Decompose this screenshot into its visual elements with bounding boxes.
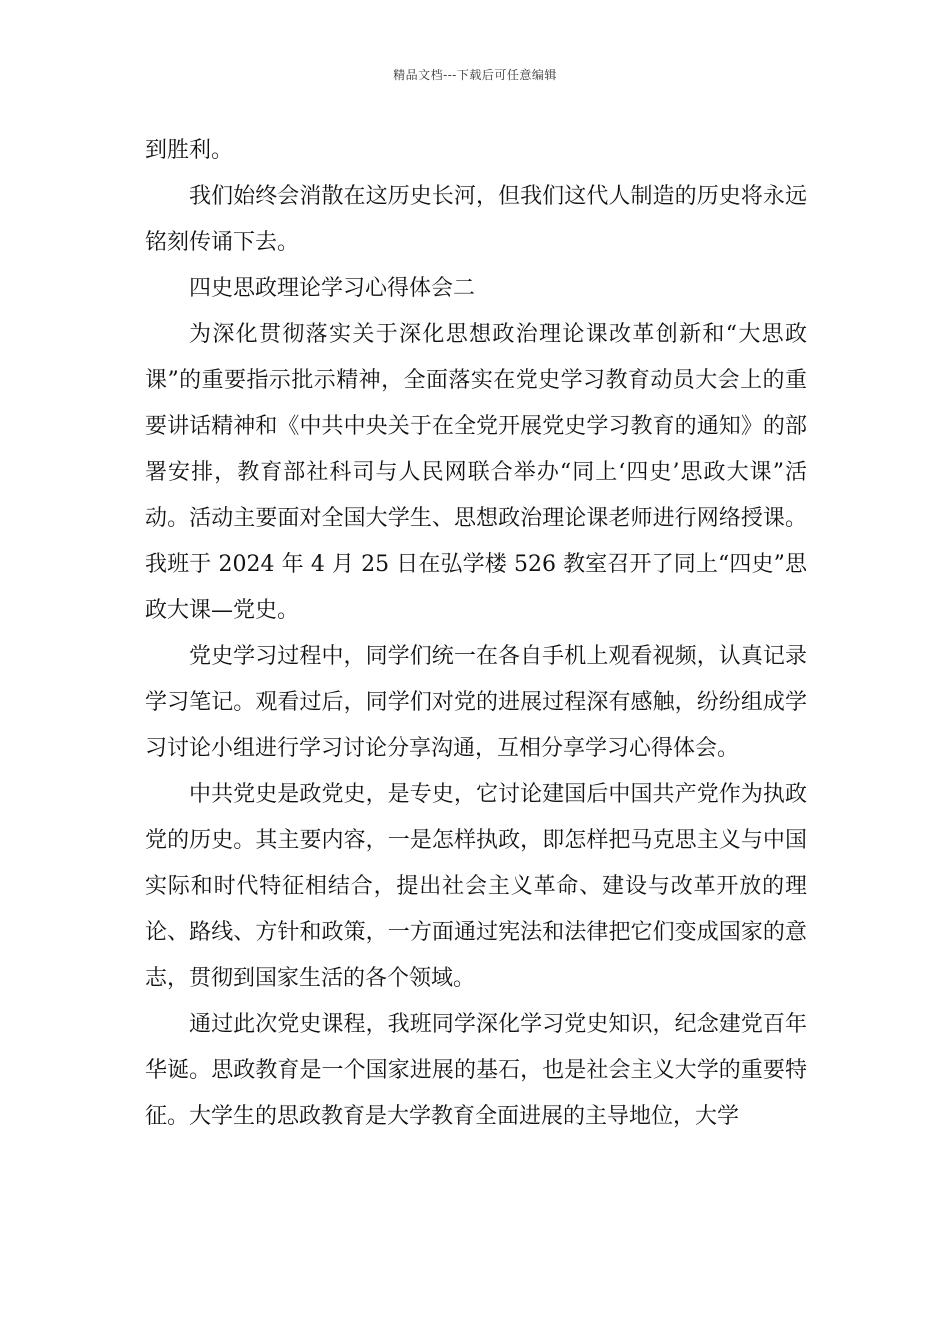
paragraph: 党史学习过程中，同学们统一在各自手机上观看视频，认真记录学习笔记。观看过后，同学们对党的进展过程深有感触，纷纷组成学习讨论小组进行学习讨论分享沟通，互相分享学习心得体会。 — [145, 644, 807, 761]
paragraph: 通过此次党史课程，我班同学深化学习党史知识，纪念建党百年华诞。思政教育是一个国家进展的基石，也是社会主义大学的重要特征。大学生的思政教育是大学教育全面进展的主导地位，大学 — [145, 1012, 807, 1129]
paragraph: 中共党史是政党史，是专史，它讨论建国后中国共产党作为执政党的历史。其主要内容，一是怎样执政，即怎样把马克思主义与中国实际和时代特征相结合，提出社会主义革命、建设与改革开放的理论、路线、方针和政策，一方面通过宪法和法律把它们变成国家的意志，贯彻到国家生活的各个领域。 — [145, 782, 807, 991]
paragraph: 为深化贯彻落实关于深化思想政治理论课改革创新和“大思政课”的重要指示批示精神，全面落实在党史学习教育动员大会上的重要讲话精神和《中共中央关于在全党开展党史学习教育的通知》的部署安排，教育部社科司与人民网联合举办“同上‘四史’思政大课”活动。活动主要面对全国大学生、思想政治理论课老师进行网络授课。我班于 2024 年 4 月 25 日在弘学楼 526 教室召开了同上“四史”思政大课—党史。 — [145, 322, 807, 623]
section-heading: 四史思政理论学习心得体会二 — [189, 276, 476, 301]
paragraph: 我们始终会消散在这历史长河，但我们这代人制造的历史将永远铭刻传诵下去。 — [145, 184, 807, 255]
document-body — [145, 128, 807, 1140]
page-header: 精品文档---下载后可任意编辑 — [393, 68, 557, 82]
paragraph-continuation: 到胜利。 — [145, 138, 234, 163]
